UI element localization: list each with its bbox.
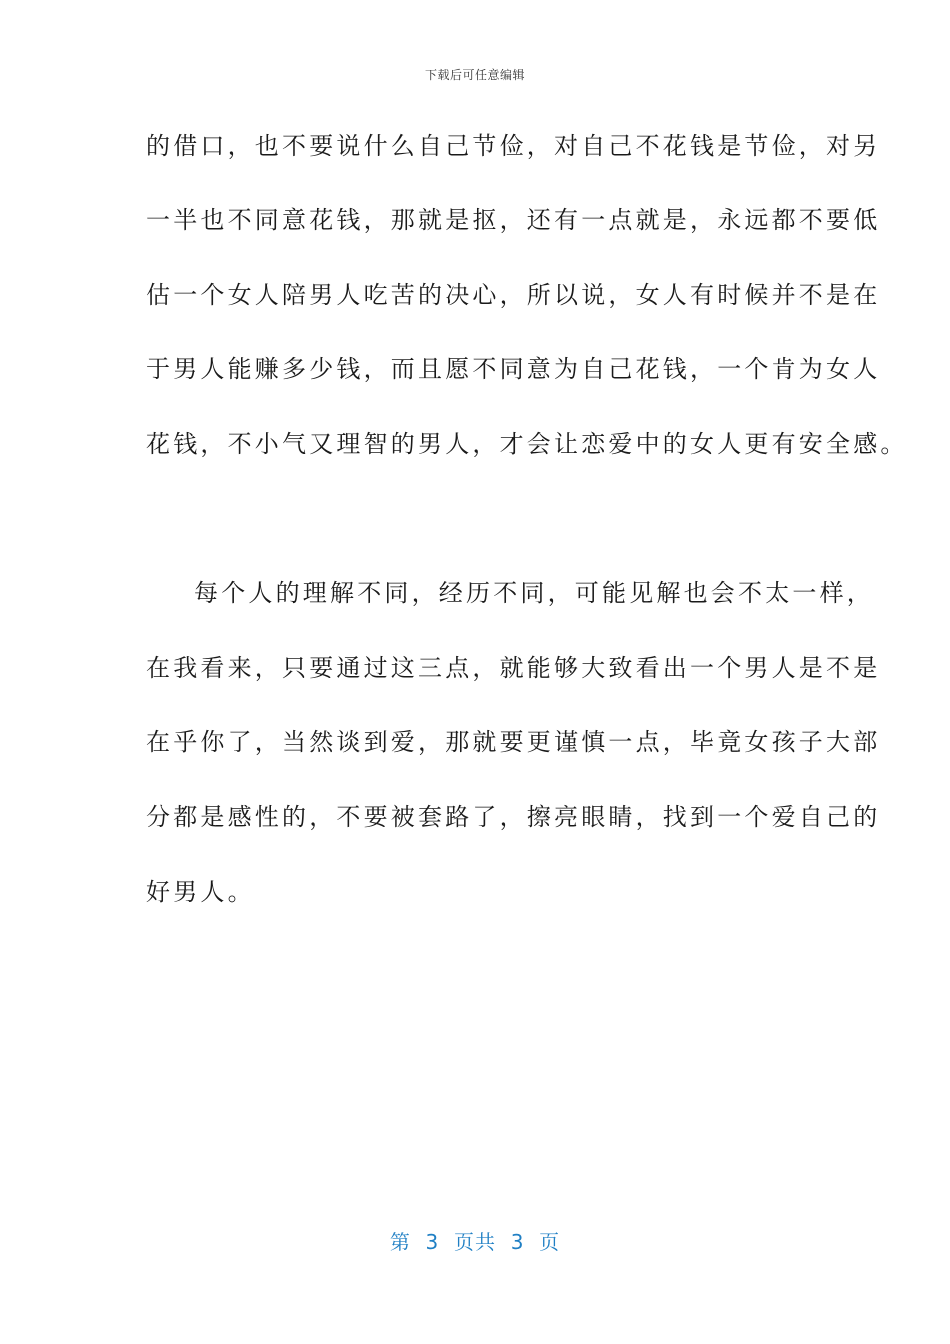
text-line: 每个人的理解不同，经历不同，可能见解也会不太一样，: [194, 579, 874, 607]
text-line: 一半也不同意花钱，那就是抠，还有一点就是，永远都不要低: [146, 206, 881, 234]
header-note: 下载后可任意编辑: [424, 68, 525, 82]
text-line: 好男人。: [146, 878, 255, 906]
text-line: 分都是感性的，不要被套路了，擦亮眼睛，找到一个爱自己的: [146, 803, 881, 831]
text-line: 于男人能赚多少钱，而且愿不同意为自己花钱，一个肯为女人: [146, 355, 881, 383]
text-line: 估一个女人陪男人吃苦的决心，所以说，女人有时候并不是在: [146, 281, 881, 309]
text-line: 的借口，也不要说什么自己节俭，对自己不花钱是节俭，对另: [146, 132, 881, 160]
page-number: 第 3 页共 3 页: [389, 1230, 561, 1254]
text-line: 在我看来，只要通过这三点，就能够大致看出一个男人是不是: [146, 654, 881, 682]
text-line: 花钱，不小气又理智的男人，才会让恋爱中的女人更有安全感。: [146, 430, 908, 458]
text-line: 在乎你了，当然谈到爱，那就要更谨慎一点，毕竟女孩子大部: [146, 728, 881, 756]
